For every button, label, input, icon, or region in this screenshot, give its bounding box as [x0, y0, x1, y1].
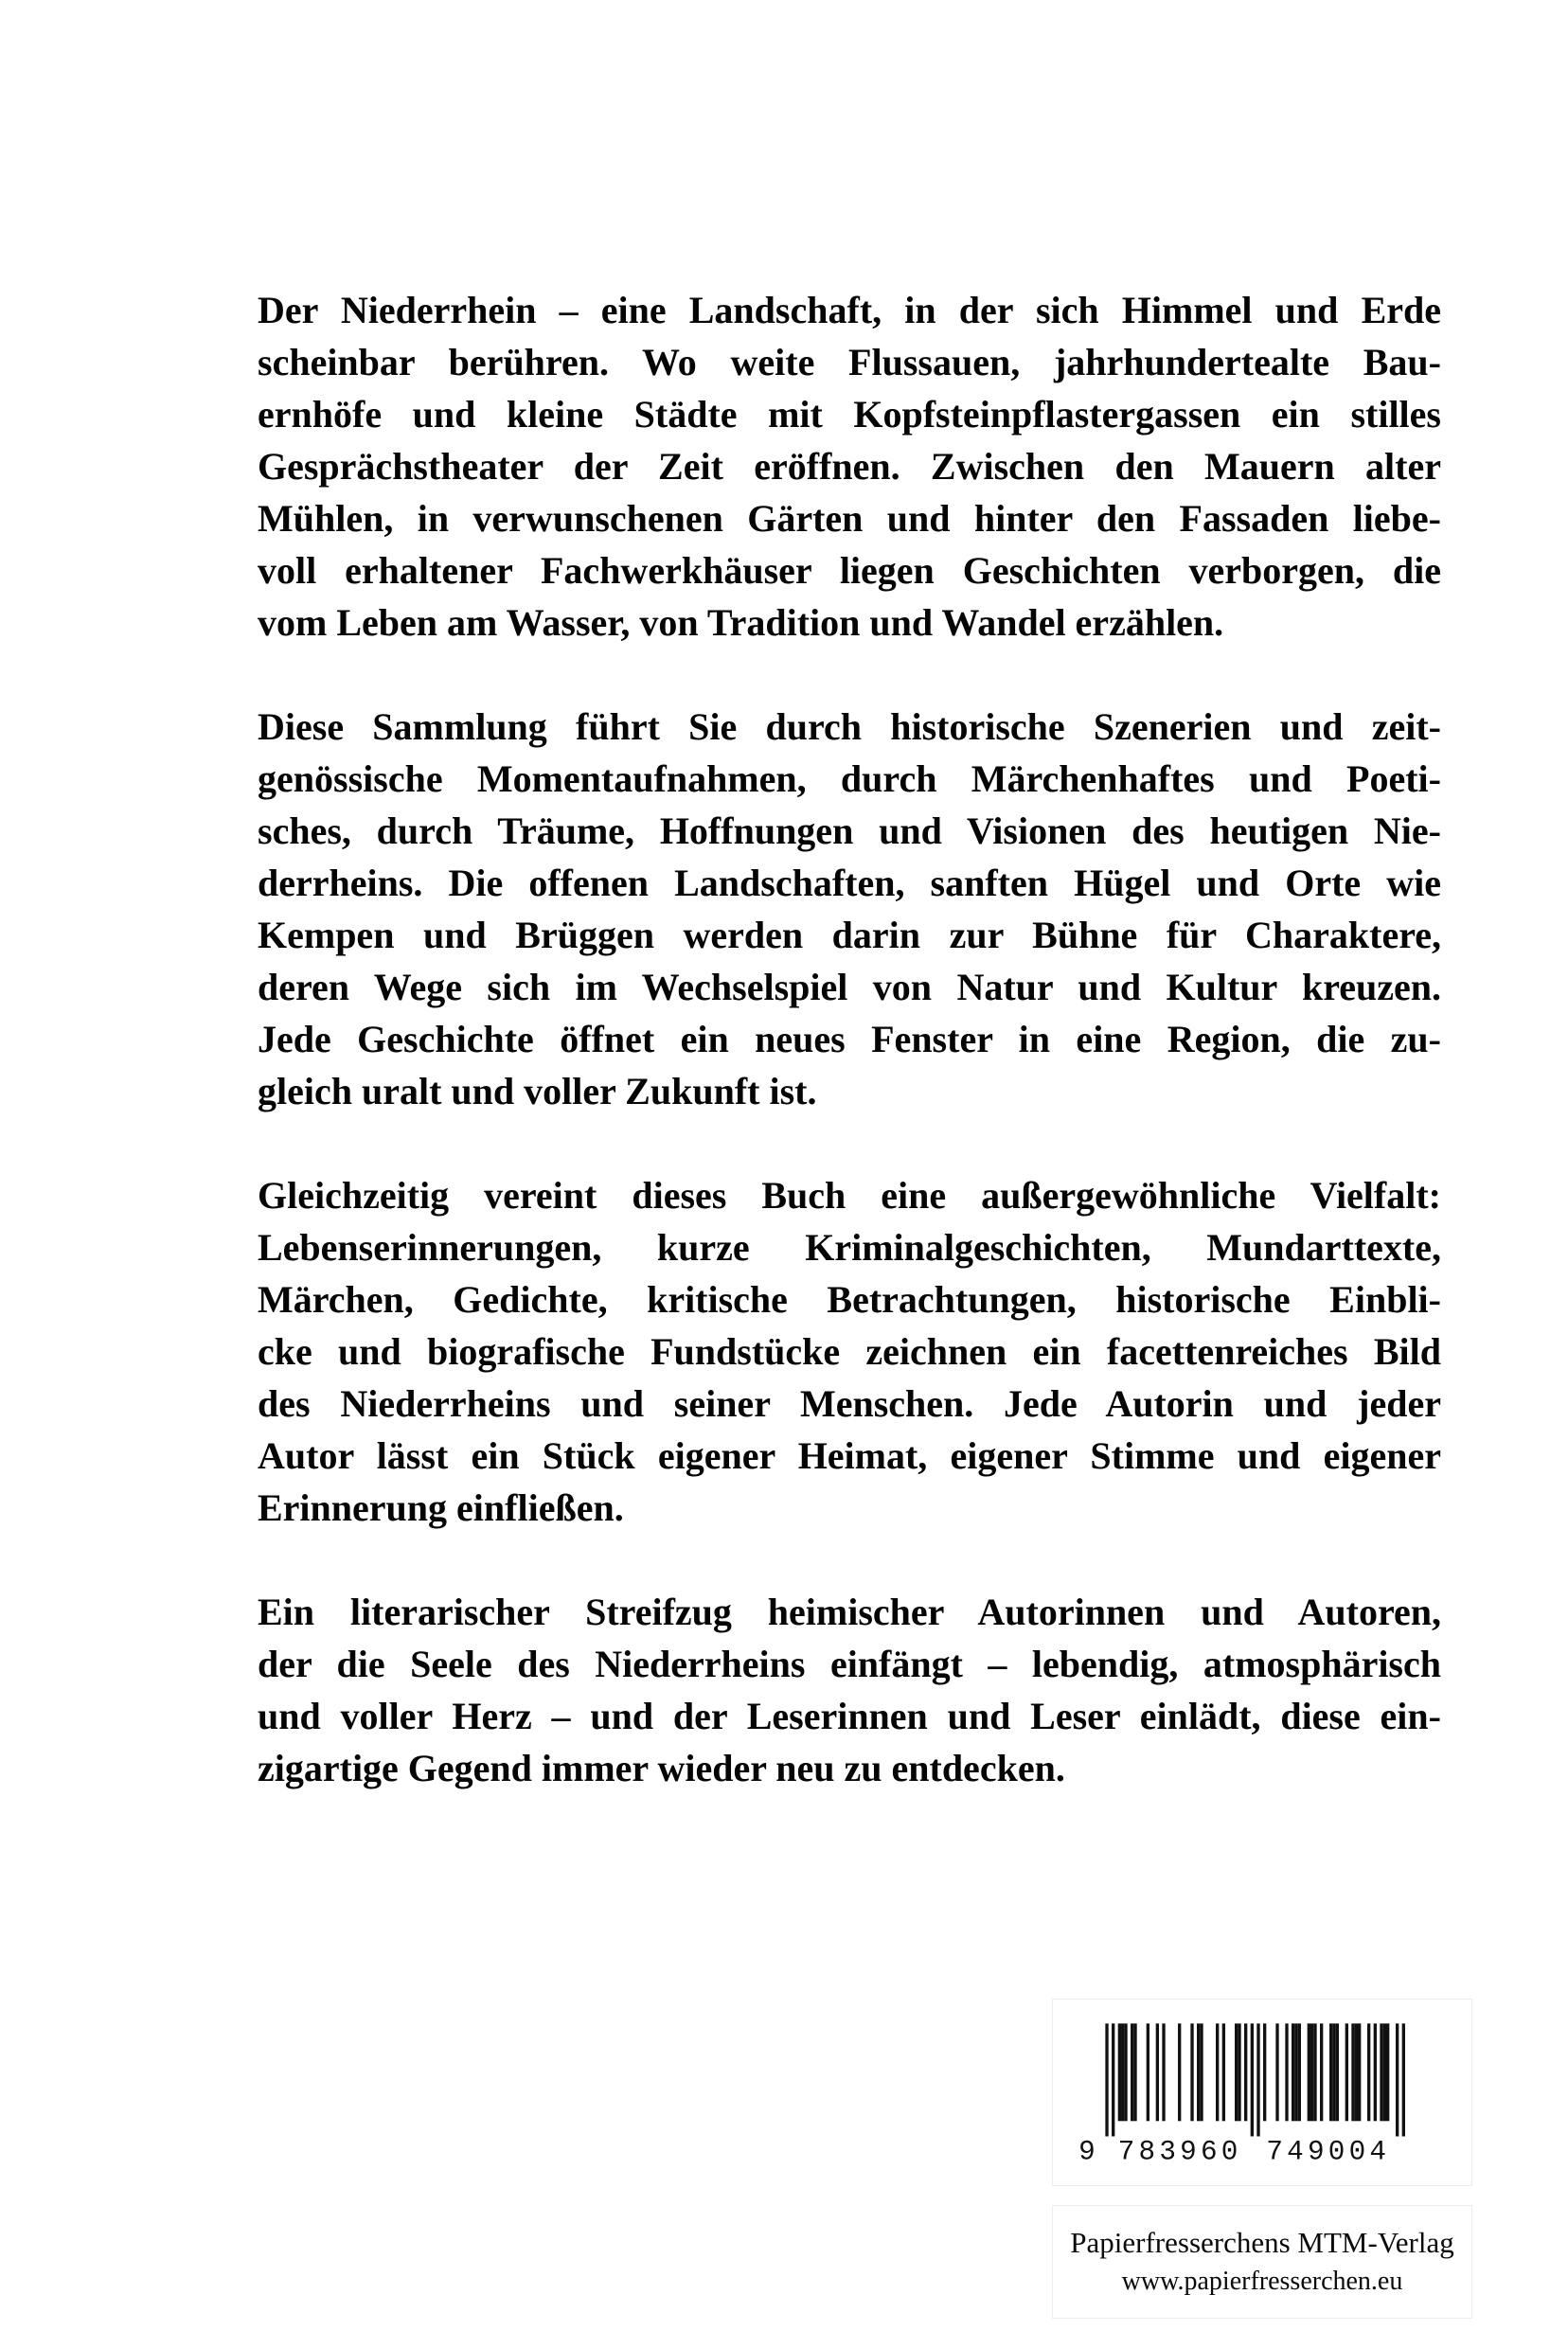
- paragraph: [258, 1586, 1441, 1794]
- text-line: Erinnerung einfließen.: [258, 1486, 624, 1529]
- publisher-box: [1053, 2206, 1471, 2318]
- paragraph: [258, 284, 1441, 649]
- text-line: des Niederrheins und seiner Menschen. Jede Autorin und jeder: [258, 1382, 1441, 1425]
- publisher-website: www.papierfresserchen.eu: [1121, 2267, 1403, 2296]
- paragraph: [258, 701, 1441, 1117]
- text-line: Mühlen, in verwunschenen Gärten und hinter den Fassaden liebe-: [258, 497, 1441, 540]
- text-line: Gleichzeitig vereint dieses Buch eine außergewöhnliche Vielfalt:: [258, 1174, 1441, 1217]
- publisher-name: Papierfresserchens MTM-Verlag: [1070, 2226, 1454, 2259]
- text-line: gleich uralt und voller Zukunft ist.: [258, 1070, 817, 1112]
- text-line: derrheins. Die offenen Landschaften, sanften Hügel und Orte wie: [258, 862, 1441, 904]
- text-line: zigartige Gegend immer wieder neu zu entdecken.: [258, 1747, 1065, 1789]
- text-line: vom Leben am Wasser, von Tradition und Wandel erzählen.: [258, 601, 1224, 644]
- text-line: Märchen, Gedichte, kritische Betrachtungen, historische Einbli-: [258, 1278, 1441, 1321]
- paragraph: [258, 1169, 1441, 1534]
- isbn-digits: 749004: [1266, 2136, 1386, 2166]
- text-line: genössische Momentaufnahmen, durch Märchenhaftes und Poeti-: [258, 757, 1441, 800]
- text-line: voll erhaltener Fachwerkhäuser liegen Geschichten verborgen, die: [258, 549, 1441, 592]
- text-line: sches, durch Träume, Hoffnungen und Visionen des heutigen Nie-: [258, 809, 1441, 852]
- text-line: der die Seele des Niederrheins einfängt – lebendig, atmosphärisch: [258, 1643, 1441, 1685]
- text-line: deren Wege sich im Wechselspiel von Natur und Kultur kreuzen.: [258, 966, 1441, 1008]
- text-line: Jede Geschichte öffnet ein neues Fenster in eine Region, die zu-: [258, 1018, 1441, 1060]
- barcode-box: [1053, 2000, 1471, 2185]
- text-line: Gesprächstheater der Zeit eröffnen. Zwischen den Mauern alter: [258, 445, 1441, 488]
- text-line: und voller Herz – und der Leserinnen und Leser einlädt, diese ein-: [258, 1695, 1441, 1737]
- ean13-barcode: [1071, 2019, 1453, 2166]
- text-line: Ein literarischer Streifzug heimischer Autorinnen und Autoren,: [258, 1591, 1441, 1633]
- text-line: cke und biografische Fundstücke zeichnen ein facettenreiches Bild: [258, 1330, 1441, 1373]
- text-line: scheinbar berühren. Wo weite Flussauen, jahrhundertealte Bau-: [258, 341, 1441, 383]
- isbn-digits: 9: [1078, 2136, 1096, 2166]
- isbn-digits: 783960: [1117, 2136, 1238, 2166]
- text-line: Kempen und Brüggen werden darin zur Bühne für Charaktere,: [258, 914, 1441, 956]
- text-line: Der Niederrhein – eine Landschaft, in der sich Himmel und Erde: [258, 289, 1441, 331]
- text-line: ernhöfe und kleine Städte mit Kopfsteinpflastergassen ein stilles: [258, 393, 1441, 436]
- text-line: Diese Sammlung führt Sie durch historische Szenerien und zeit-: [258, 705, 1441, 748]
- text-line: Lebenserinnerungen, kurze Kriminalgeschichten, Mundarttexte,: [258, 1226, 1441, 1269]
- blurb-text: [258, 284, 1441, 1846]
- text-line: Autor lässt ein Stück eigener Heimat, eigener Stimme und eigener: [258, 1434, 1441, 1477]
